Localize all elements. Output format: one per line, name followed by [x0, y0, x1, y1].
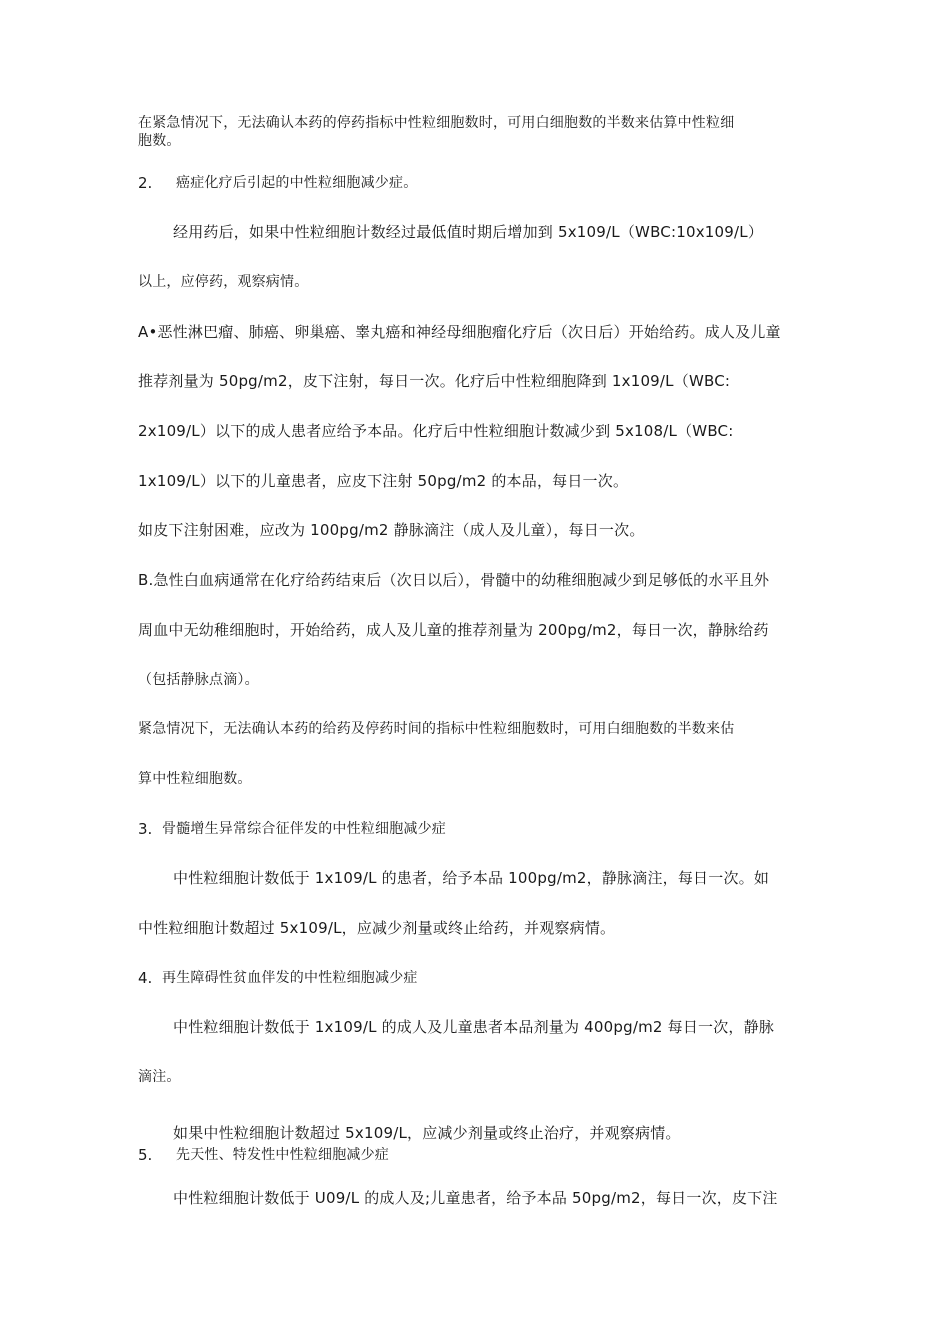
section-number: 4. [138, 969, 153, 987]
paragraph-line: 中性粒细胞计数低于 1x109/L 的成人及儿童患者本品剂量为 400pg/m2 每日一次，静脉 [173, 1018, 775, 1036]
paragraph-line: A•恶性淋巴瘤、肺癌、卵巢癌、睾丸癌和神经母细胞瘤化疗后（次日后）开始给药。成人及儿童 [138, 323, 781, 341]
paragraph-line: 中性粒细胞计数低于 1x109/L 的患者，给予本品 100pg/m2，静脉滴注，每日一次。如 [173, 869, 770, 887]
paragraph-line: 如果中性粒细胞计数超过 5x109/L，应减少剂量或终止治疗，并观察病情。 [173, 1124, 681, 1142]
section-number: 3. [138, 820, 153, 838]
section-heading: 癌症化疗后引起的中性粒细胞减少症。 [176, 175, 418, 191]
paragraph-line: 以上，应停药，观察病情。 [138, 274, 309, 290]
section-heading: 再生障碍性贫血伴发的中性粒细胞减少症 [162, 970, 418, 986]
paragraph-line: 胞数。 [138, 133, 181, 149]
paragraph-line: 推荐剂量为 50pg/m2，皮下注射，每日一次。化疗后中性粒细胞降到 1x109/L（WBC: [138, 372, 731, 390]
paragraph-line: B.急性白血病通常在化疗给药结束后（次日以后），骨髓中的幼稚细胞减少到足够低的水平且外 [138, 571, 770, 589]
paragraph-line: 中性粒细胞计数低于 U09/L 的成人及;儿童患者，给予本品 50pg/m2，每日一次，皮下注 [173, 1189, 778, 1207]
paragraph-line: 滴注。 [138, 1069, 181, 1085]
paragraph-line: 1x109/L）以下的儿童患者，应皮下注射 50pg/m2 的本品，每日一次。 [138, 472, 629, 490]
paragraph-line: 2x109/L）以下的成人患者应给予本品。化疗后中性粒细胞计数减少到 5x108/L（WBC: [138, 422, 734, 440]
paragraph-line: 紧急情况下，无法确认本药的给药及停药时间的指标中性粒细胞数时，可用白细胞数的半数来估 [138, 721, 735, 737]
paragraph-line: 经用药后，如果中性粒细胞计数经过最低值时期后增加到 5x109/L（WBC:10x109/L） [173, 223, 764, 241]
paragraph-line: 算中性粒细胞数。 [138, 771, 252, 787]
section-number: 2. [138, 174, 153, 192]
paragraph-line: 中性粒细胞计数超过 5x109/L，应减少剂量或终止给药，并观察病情。 [138, 919, 616, 937]
paragraph-line: 在紧急情况下，无法确认本药的停药指标中性粒细胞数时，可用白细胞数的半数来估算中性粒细 [138, 115, 735, 131]
section-heading: 骨髓增生异常综合征伴发的中性粒细胞减少症 [162, 821, 446, 837]
paragraph-line: 周血中无幼稚细胞时，开始给药，成人及儿童的推荐剂量为 200pg/m2，每日一次，静脉给药 [138, 621, 769, 639]
paragraph-line: （包括静脉点滴）。 [138, 672, 259, 688]
paragraph-line: 如皮下注射困难，应改为 100pg/m2 静脉滴注（成人及儿童），每日一次。 [138, 521, 645, 539]
section-number: 5. [138, 1146, 153, 1164]
section-heading: 先天性、特发性中性粒细胞减少症 [176, 1147, 389, 1163]
